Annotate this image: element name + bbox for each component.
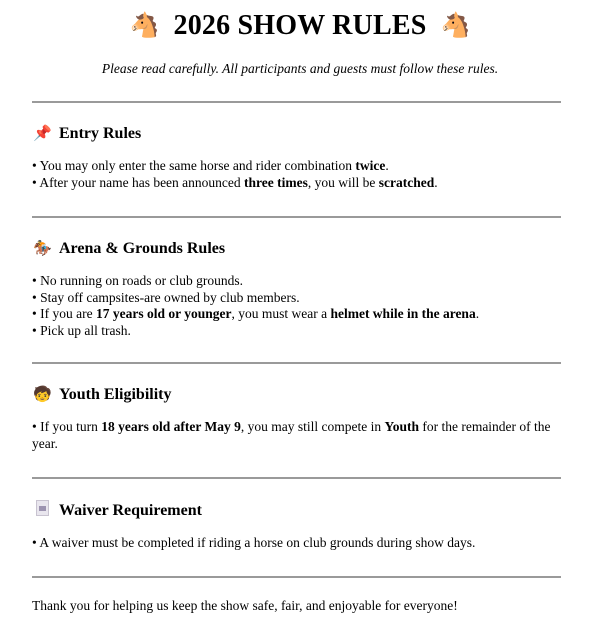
page-title: 2026 SHOW RULES xyxy=(173,10,427,41)
horse-racing-icon: 🏇 xyxy=(33,241,52,257)
rule-item: • You may only enter the same horse and rider combination twice. xyxy=(32,158,389,173)
rule-item: • A waiver must be completed if riding a horse on club grounds during show days. xyxy=(32,535,476,550)
child-face-icon: 🧒 xyxy=(33,387,52,403)
divider xyxy=(32,362,561,364)
rule-item: • No running on roads or club grounds. xyxy=(32,273,243,288)
rule-item: • If you turn 18 years old after May 9, you may still compete in Youth for the remainder of the year. xyxy=(32,419,551,451)
pushpin-icon: 📌 xyxy=(33,126,52,142)
horse-face-icon: 🐴 xyxy=(129,13,160,39)
section-heading-youth-eligibility xyxy=(33,385,171,404)
section-title: Youth Eligibility xyxy=(59,385,172,403)
rules-list xyxy=(32,419,562,452)
divider xyxy=(32,576,561,578)
rules-list xyxy=(32,535,562,552)
section-title: Waiver Requirement xyxy=(59,501,202,519)
subtitle: Please read carefully. All participants and guests must follow these rules. xyxy=(101,61,499,76)
section-heading-waiver-requirement xyxy=(33,500,202,521)
section-title: Arena & Grounds Rules xyxy=(59,239,226,257)
footer-message: Thank you for helping us keep the show safe, fair, and enjoyable for everyone! xyxy=(32,598,458,613)
section-title: Entry Rules xyxy=(59,124,142,142)
rule-item: • Stay off campsites-are owned by club members. xyxy=(32,289,300,305)
document-icon xyxy=(36,500,49,516)
rule-item: • Pick up all trash. xyxy=(32,322,131,338)
rules-list xyxy=(32,158,562,191)
section-heading-arena-grounds-rules xyxy=(33,239,225,258)
rule-item: • After your name has been announced three times, you will be scratched. xyxy=(32,174,438,190)
horse-face-icon: 🐴 xyxy=(440,13,471,39)
title-row xyxy=(0,10,600,42)
section-heading-entry-rules xyxy=(33,124,141,143)
divider xyxy=(32,477,561,479)
rules-list xyxy=(32,273,562,339)
rule-item: • If you are 17 years old or younger, you must wear a helmet while in the arena. xyxy=(32,306,480,321)
divider xyxy=(32,216,561,218)
divider xyxy=(32,101,561,103)
